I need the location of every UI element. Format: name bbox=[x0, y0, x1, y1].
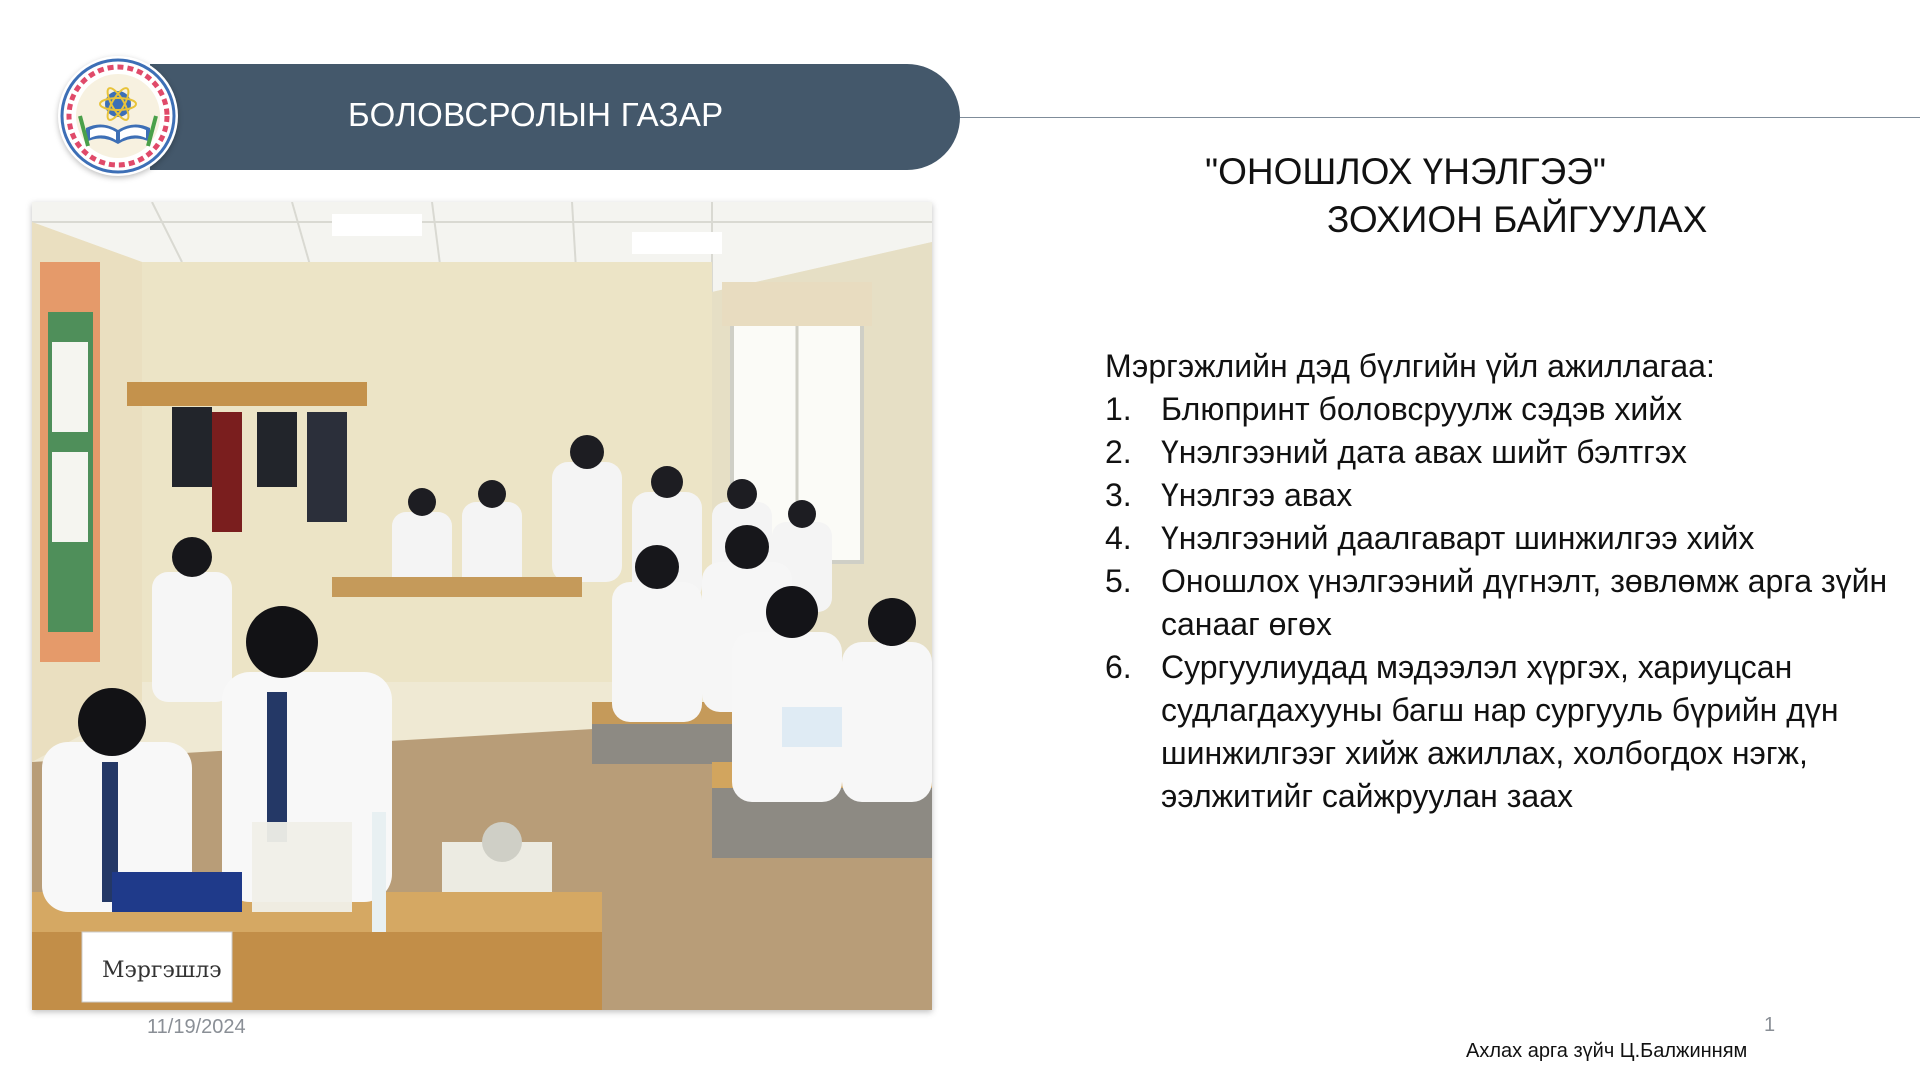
slide-title bbox=[1205, 148, 1707, 244]
list-item: 2. Үнэлгээний дата авах шийт бэлтгэх bbox=[1105, 434, 1687, 470]
list-item: 4. Үнэлгээний даалгаварт шинжилгээ хийх bbox=[1105, 520, 1755, 556]
list-item: 6. Сургуулиудад мэдээлэл хүргэх, хариуцсан судлагдахууны багш нар сургууль бүрийн дүн шинжилгээг хийж ажиллах, холбогдох нэгж, ээлжитийг сайжруулан заах bbox=[1105, 649, 1839, 814]
activity-list bbox=[1105, 388, 1895, 818]
list-item: 1. Блюпринт боловсруулж сэдэв хийх bbox=[1105, 391, 1683, 427]
slide-content bbox=[1105, 345, 1895, 818]
education-department-emblem-icon bbox=[58, 56, 178, 176]
slide-title-line-1: "ОНОШЛОХ ҮНЭЛГЭЭ" bbox=[1205, 151, 1606, 192]
content-intro: Мэргэжлийн дэд бүлгийн үйл ажиллагаа: bbox=[1105, 348, 1715, 384]
classroom-chemistry-lab-photo-icon bbox=[32, 202, 932, 1010]
header-title: БОЛОВСРОЛЫН ГАЗАР bbox=[348, 96, 724, 133]
footer-page-number: 1 bbox=[1764, 1014, 1776, 1036]
list-item: 3. Үнэлгээ авах bbox=[1105, 477, 1353, 513]
photo-sign-text: Мэргэшлэ bbox=[102, 958, 222, 983]
header-divider-line bbox=[960, 117, 1920, 118]
footer-date: 11/19/2024 bbox=[147, 1016, 246, 1038]
list-item: 5. Оношлох үнэлгээний дүгнэлт, зөвлөмж арга зүйн санааг өгөх bbox=[1105, 563, 1888, 642]
footer-author: Ахлах арга зүйч Ц.Балжинням bbox=[1466, 1040, 1748, 1062]
slide-title-line-2: ЗОХИОН БАЙГУУЛАХ bbox=[1327, 199, 1708, 240]
